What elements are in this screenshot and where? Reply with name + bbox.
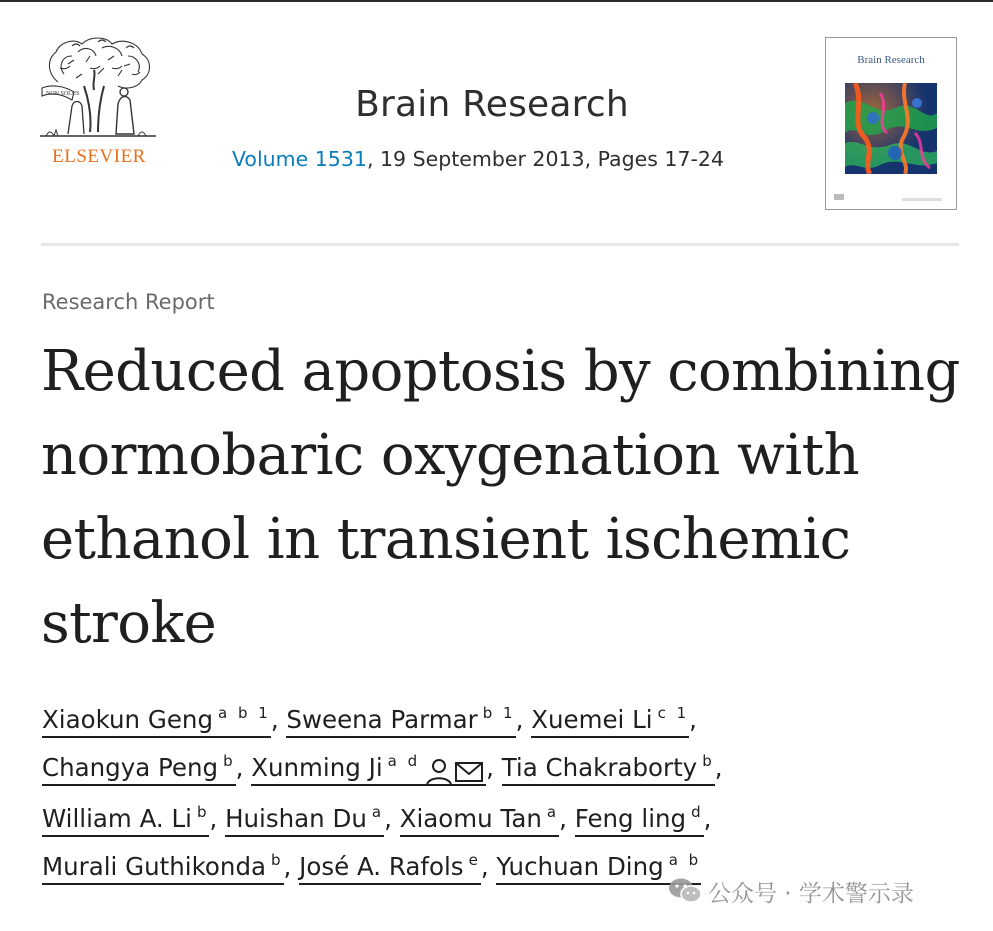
affiliation-marker[interactable]: b: [271, 851, 284, 869]
author-link[interactable]: Xiaomu Tan $^a$: [400, 804, 559, 837]
header-divider: [41, 243, 959, 246]
author-link[interactable]: Tia Chakraborty $^b$: [502, 753, 715, 786]
affiliation-marker[interactable]: d: [691, 803, 704, 821]
author-link[interactable]: Yuchuan Ding $^{a b}$: [496, 852, 701, 885]
journal-issue-info: [232, 147, 762, 171]
author-link[interactable]: Xuemei Li $^{c 1}$: [531, 705, 689, 738]
publisher-logo[interactable]: [38, 34, 160, 168]
author-link[interactable]: José A. Rafols $^e$: [299, 852, 481, 885]
watermark-text: 公众号 · 学术警示录: [708, 880, 914, 907]
author-link[interactable]: Sweena Parmar $^{b 1}$: [286, 705, 515, 738]
cover-footer-line: [902, 198, 942, 201]
top-border: [0, 0, 993, 2]
affiliation-marker[interactable]: a b: [668, 851, 702, 869]
envelope-icon[interactable]: [454, 759, 486, 785]
article-title: Reduced apoptosis by combining normobaric oxygenation with ethanol in transient ischemic stroke: [41, 339, 960, 656]
author-link[interactable]: Changya Peng $^b$: [42, 753, 236, 786]
person-icon[interactable]: [424, 758, 454, 786]
volume-link[interactable]: Volume 1531: [232, 147, 367, 171]
cover-image: [845, 83, 937, 174]
affiliation-marker[interactable]: a b 1: [218, 704, 271, 722]
journal-cover-thumbnail[interactable]: [825, 37, 957, 210]
issue-date-pages: , 19 September 2013, Pages 17-24: [366, 147, 724, 171]
journal-title[interactable]: Brain Research: [355, 84, 629, 125]
watermark: [668, 875, 914, 907]
author-list: Xiaokun Geng $^{a b 1}$, Sweena Parmar $^{b 1}$, Xuemei Li $^{c 1}$, Changya Peng $^b$, Xunming Ji $^{a d}$ , Tia Chakraborty $^b$, William A. Li $^b$, Huishan Du $^a$, Xiaomu Tan $^a$, Feng ling $^d$, Murali Guthikonda $^b$, José A. Rafols $^e$, Yuchuan Ding $^{a b}$: [42, 696, 972, 891]
seal-text: NON SOLUS: [46, 91, 80, 97]
affiliation-marker[interactable]: b: [196, 803, 210, 821]
article-type: Research Report: [42, 290, 215, 314]
affiliation-marker[interactable]: e: [468, 851, 481, 869]
author-link[interactable]: Feng ling $^d$: [575, 804, 704, 837]
cover-publisher-mark: [834, 194, 844, 200]
affiliation-marker[interactable]: b 1: [482, 704, 516, 722]
author-link-corresponding[interactable]: Xunming Ji $^{a d}$: [251, 753, 486, 786]
wechat-icon: [668, 877, 702, 905]
author-link[interactable]: Xiaokun Geng $^{a b 1}$: [42, 705, 271, 738]
affiliation-marker[interactable]: c 1: [657, 704, 690, 722]
affiliation-marker[interactable]: a d: [387, 752, 421, 770]
author-link[interactable]: William A. Li $^b$: [42, 804, 209, 837]
affiliation-marker[interactable]: a: [546, 803, 560, 821]
elsevier-tree-icon: [38, 34, 160, 144]
cover-title: Brain Research: [857, 54, 925, 66]
author-link[interactable]: Huishan Du $^a$: [225, 804, 384, 837]
affiliation-marker[interactable]: a: [371, 803, 385, 821]
affiliation-marker[interactable]: b: [223, 752, 236, 770]
author-link[interactable]: Murali Guthikonda $^b$: [42, 852, 284, 885]
publisher-name: ELSEVIER: [52, 146, 146, 167]
affiliation-marker[interactable]: b: [702, 752, 715, 770]
